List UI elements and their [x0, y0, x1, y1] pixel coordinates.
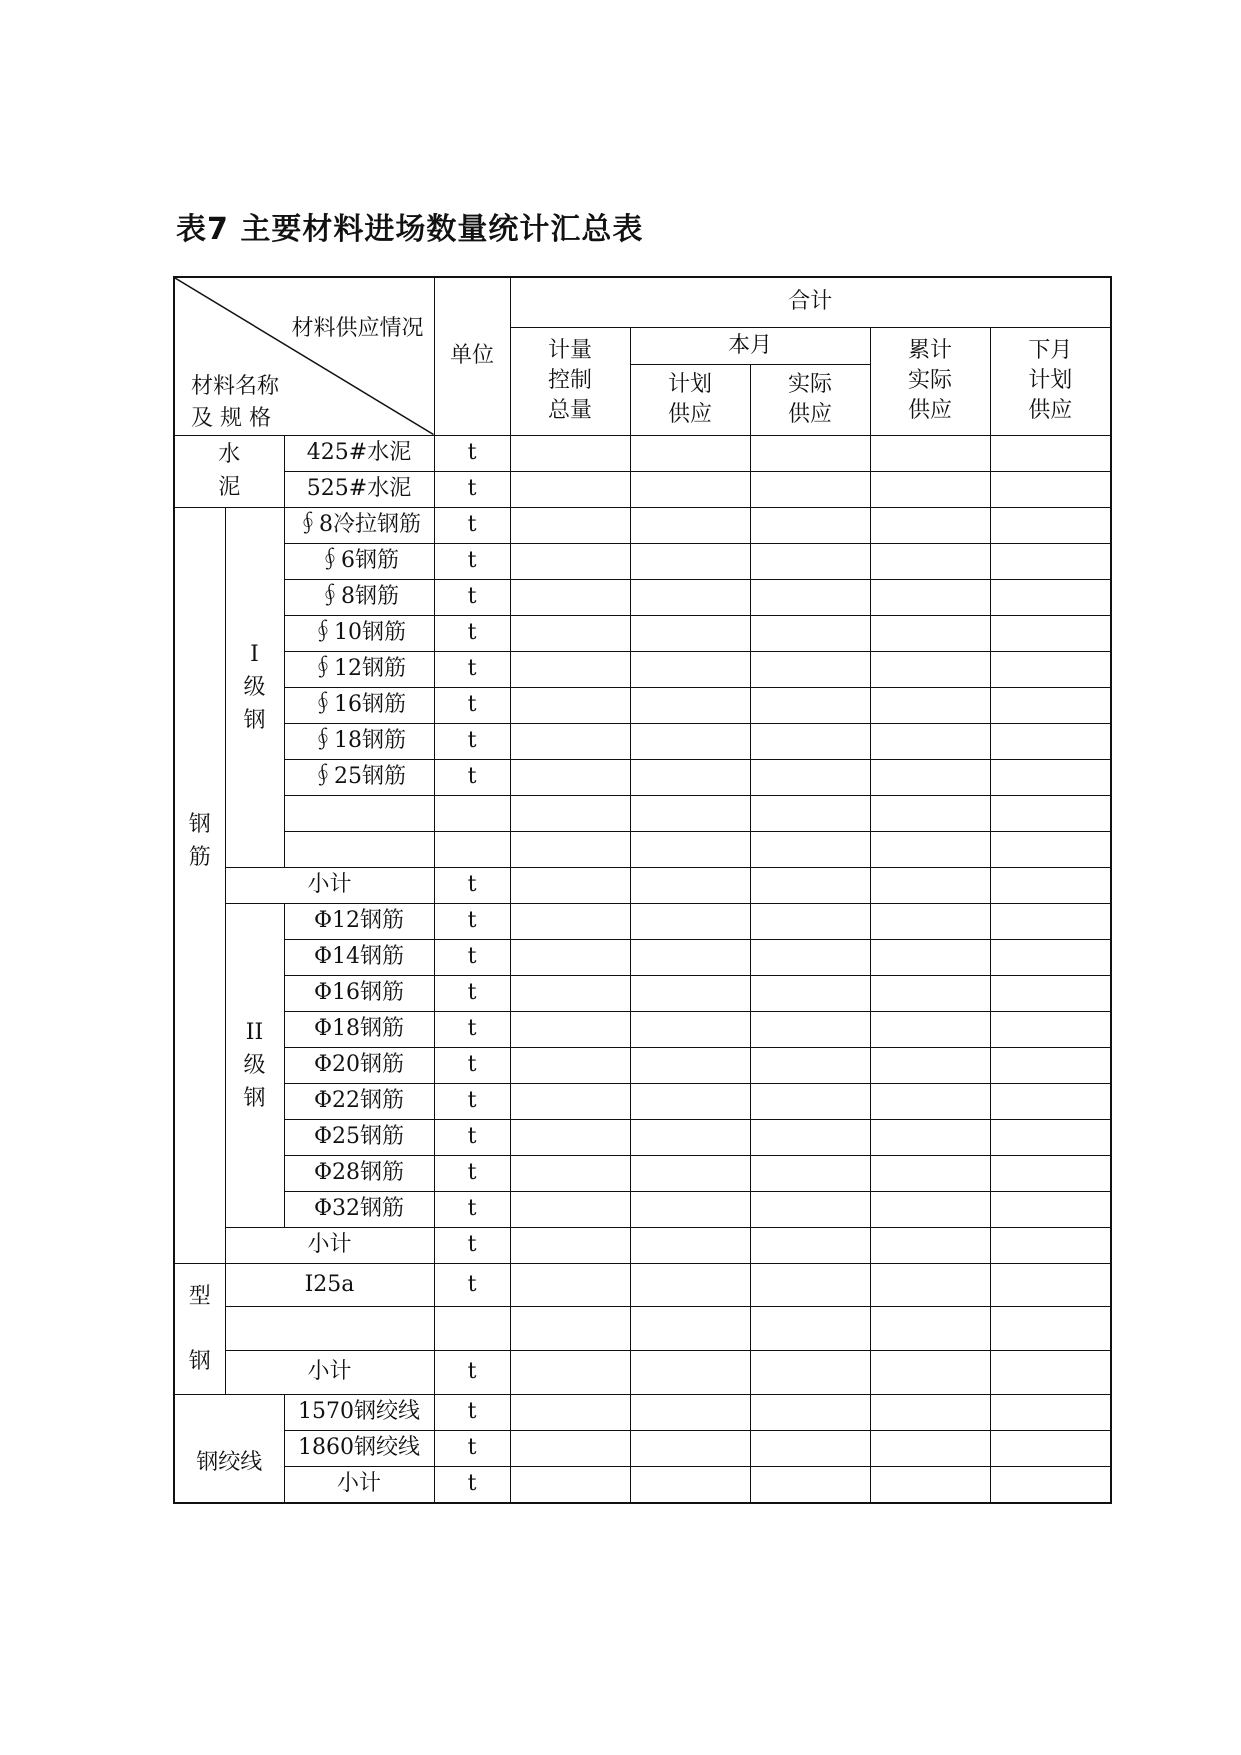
table-row — [174, 975, 1111, 1011]
material-name: ∮25钢筋 — [284, 759, 434, 795]
group-section-steel: 型钢 — [174, 1263, 225, 1394]
table-row — [174, 1155, 1111, 1191]
table-row — [174, 615, 1111, 651]
group-strand: 钢绞线 — [174, 1394, 284, 1503]
table-row — [174, 1430, 1111, 1466]
unit-cell: t — [434, 1191, 510, 1227]
unit-cell — [434, 1307, 510, 1351]
unit-cell: t — [434, 939, 510, 975]
this-month-header: 本月 — [630, 327, 870, 364]
diagonal-header-cell — [174, 277, 434, 435]
unit-cell: t — [434, 867, 510, 903]
material-name: I25a — [225, 1263, 434, 1307]
unit-cell: t — [434, 759, 510, 795]
table-row — [174, 471, 1111, 507]
material-name: Φ12钢筋 — [284, 903, 434, 939]
group-cement: 水泥 — [174, 435, 284, 507]
unit-cell: t — [434, 1263, 510, 1307]
unit-cell: t — [434, 1227, 510, 1263]
material-name: ∮16钢筋 — [284, 687, 434, 723]
material-name: 1860钢绞线 — [284, 1430, 434, 1466]
unit-cell: t — [434, 1119, 510, 1155]
cumulative-actual-header: 累计 实际 供应 — [870, 327, 990, 435]
unit-cell: t — [434, 435, 510, 471]
material-name: Φ16钢筋 — [284, 975, 434, 1011]
material-name-label: 材料名称 及 规 格 — [191, 373, 280, 431]
table-row — [174, 1263, 1111, 1307]
table-row — [174, 831, 1111, 867]
subtotal-label: 小计 — [225, 867, 434, 903]
table-row — [174, 687, 1111, 723]
table-row — [174, 759, 1111, 795]
group-rebar: 钢筋 — [174, 507, 225, 1263]
material-name: 425#水泥 — [284, 435, 434, 471]
table-row — [174, 867, 1111, 903]
material-name: Φ32钢筋 — [284, 1191, 434, 1227]
table-row — [174, 939, 1111, 975]
subtotal-label: 小计 — [225, 1227, 434, 1263]
table-row — [174, 1394, 1111, 1430]
table-row — [174, 543, 1111, 579]
material-name — [284, 795, 434, 831]
table-row — [174, 1011, 1111, 1047]
group-grade2: II级钢 — [225, 903, 284, 1227]
material-name: ∮18钢筋 — [284, 723, 434, 759]
table-row — [174, 1466, 1111, 1503]
table-row — [174, 795, 1111, 831]
material-name: Φ18钢筋 — [284, 1011, 434, 1047]
unit-cell: t — [434, 1047, 510, 1083]
unit-cell: t — [434, 1466, 510, 1503]
unit-cell: t — [434, 903, 510, 939]
unit-cell: t — [434, 723, 510, 759]
unit-cell: t — [434, 1011, 510, 1047]
unit-cell: t — [434, 1083, 510, 1119]
unit-cell: t — [434, 471, 510, 507]
group-grade1: I级钢 — [225, 507, 284, 867]
next-month-plan-header: 下月 计划 供应 — [990, 327, 1111, 435]
table-row — [174, 1227, 1111, 1263]
total-header: 合计 — [510, 277, 1111, 327]
table-row — [174, 1191, 1111, 1227]
table-row — [174, 579, 1111, 615]
material-name: ∮10钢筋 — [284, 615, 434, 651]
material-name — [225, 1307, 434, 1351]
table-row — [174, 1047, 1111, 1083]
material-name: Φ14钢筋 — [284, 939, 434, 975]
unit-cell: t — [434, 1350, 510, 1394]
material-name: ∮6钢筋 — [284, 543, 434, 579]
material-name: Φ28钢筋 — [284, 1155, 434, 1191]
material-name: 525#水泥 — [284, 471, 434, 507]
table-row — [174, 903, 1111, 939]
unit-cell: t — [434, 543, 510, 579]
unit-cell: t — [434, 975, 510, 1011]
unit-cell — [434, 831, 510, 867]
table-row — [174, 507, 1111, 543]
table-row — [174, 1083, 1111, 1119]
actual-supply-header: 实际 供应 — [750, 364, 870, 435]
material-name: Φ25钢筋 — [284, 1119, 434, 1155]
unit-cell: t — [434, 1155, 510, 1191]
unit-cell: t — [434, 687, 510, 723]
unit-cell: t — [434, 651, 510, 687]
material-name: ∮8钢筋 — [284, 579, 434, 615]
material-name: ∮12钢筋 — [284, 651, 434, 687]
planned-supply-header: 计划 供应 — [630, 364, 750, 435]
table-row — [174, 651, 1111, 687]
material-name: Φ22钢筋 — [284, 1083, 434, 1119]
table-row — [174, 723, 1111, 759]
material-summary-table — [173, 276, 1112, 1504]
material-name: Φ20钢筋 — [284, 1047, 434, 1083]
supply-situation-label: 材料供应情况 — [291, 316, 424, 341]
subtotal-label: 小计 — [284, 1466, 434, 1503]
unit-cell: t — [434, 615, 510, 651]
page-title: 表7 主要材料进场数量统计汇总表 — [176, 212, 644, 247]
control-total-header: 计量 控制 总量 — [510, 327, 630, 435]
table-row — [174, 1350, 1111, 1394]
unit-cell: t — [434, 579, 510, 615]
material-name: ∮8冷拉钢筋 — [284, 507, 434, 543]
material-name — [284, 831, 434, 867]
table-row — [174, 1307, 1111, 1351]
unit-cell — [434, 795, 510, 831]
table-row — [174, 1119, 1111, 1155]
table-row — [174, 435, 1111, 471]
unit-header: 单位 — [434, 277, 510, 435]
material-name: 1570钢绞线 — [284, 1394, 434, 1430]
unit-cell: t — [434, 1430, 510, 1466]
unit-cell: t — [434, 507, 510, 543]
unit-cell: t — [434, 1394, 510, 1430]
subtotal-label: 小计 — [225, 1350, 434, 1394]
